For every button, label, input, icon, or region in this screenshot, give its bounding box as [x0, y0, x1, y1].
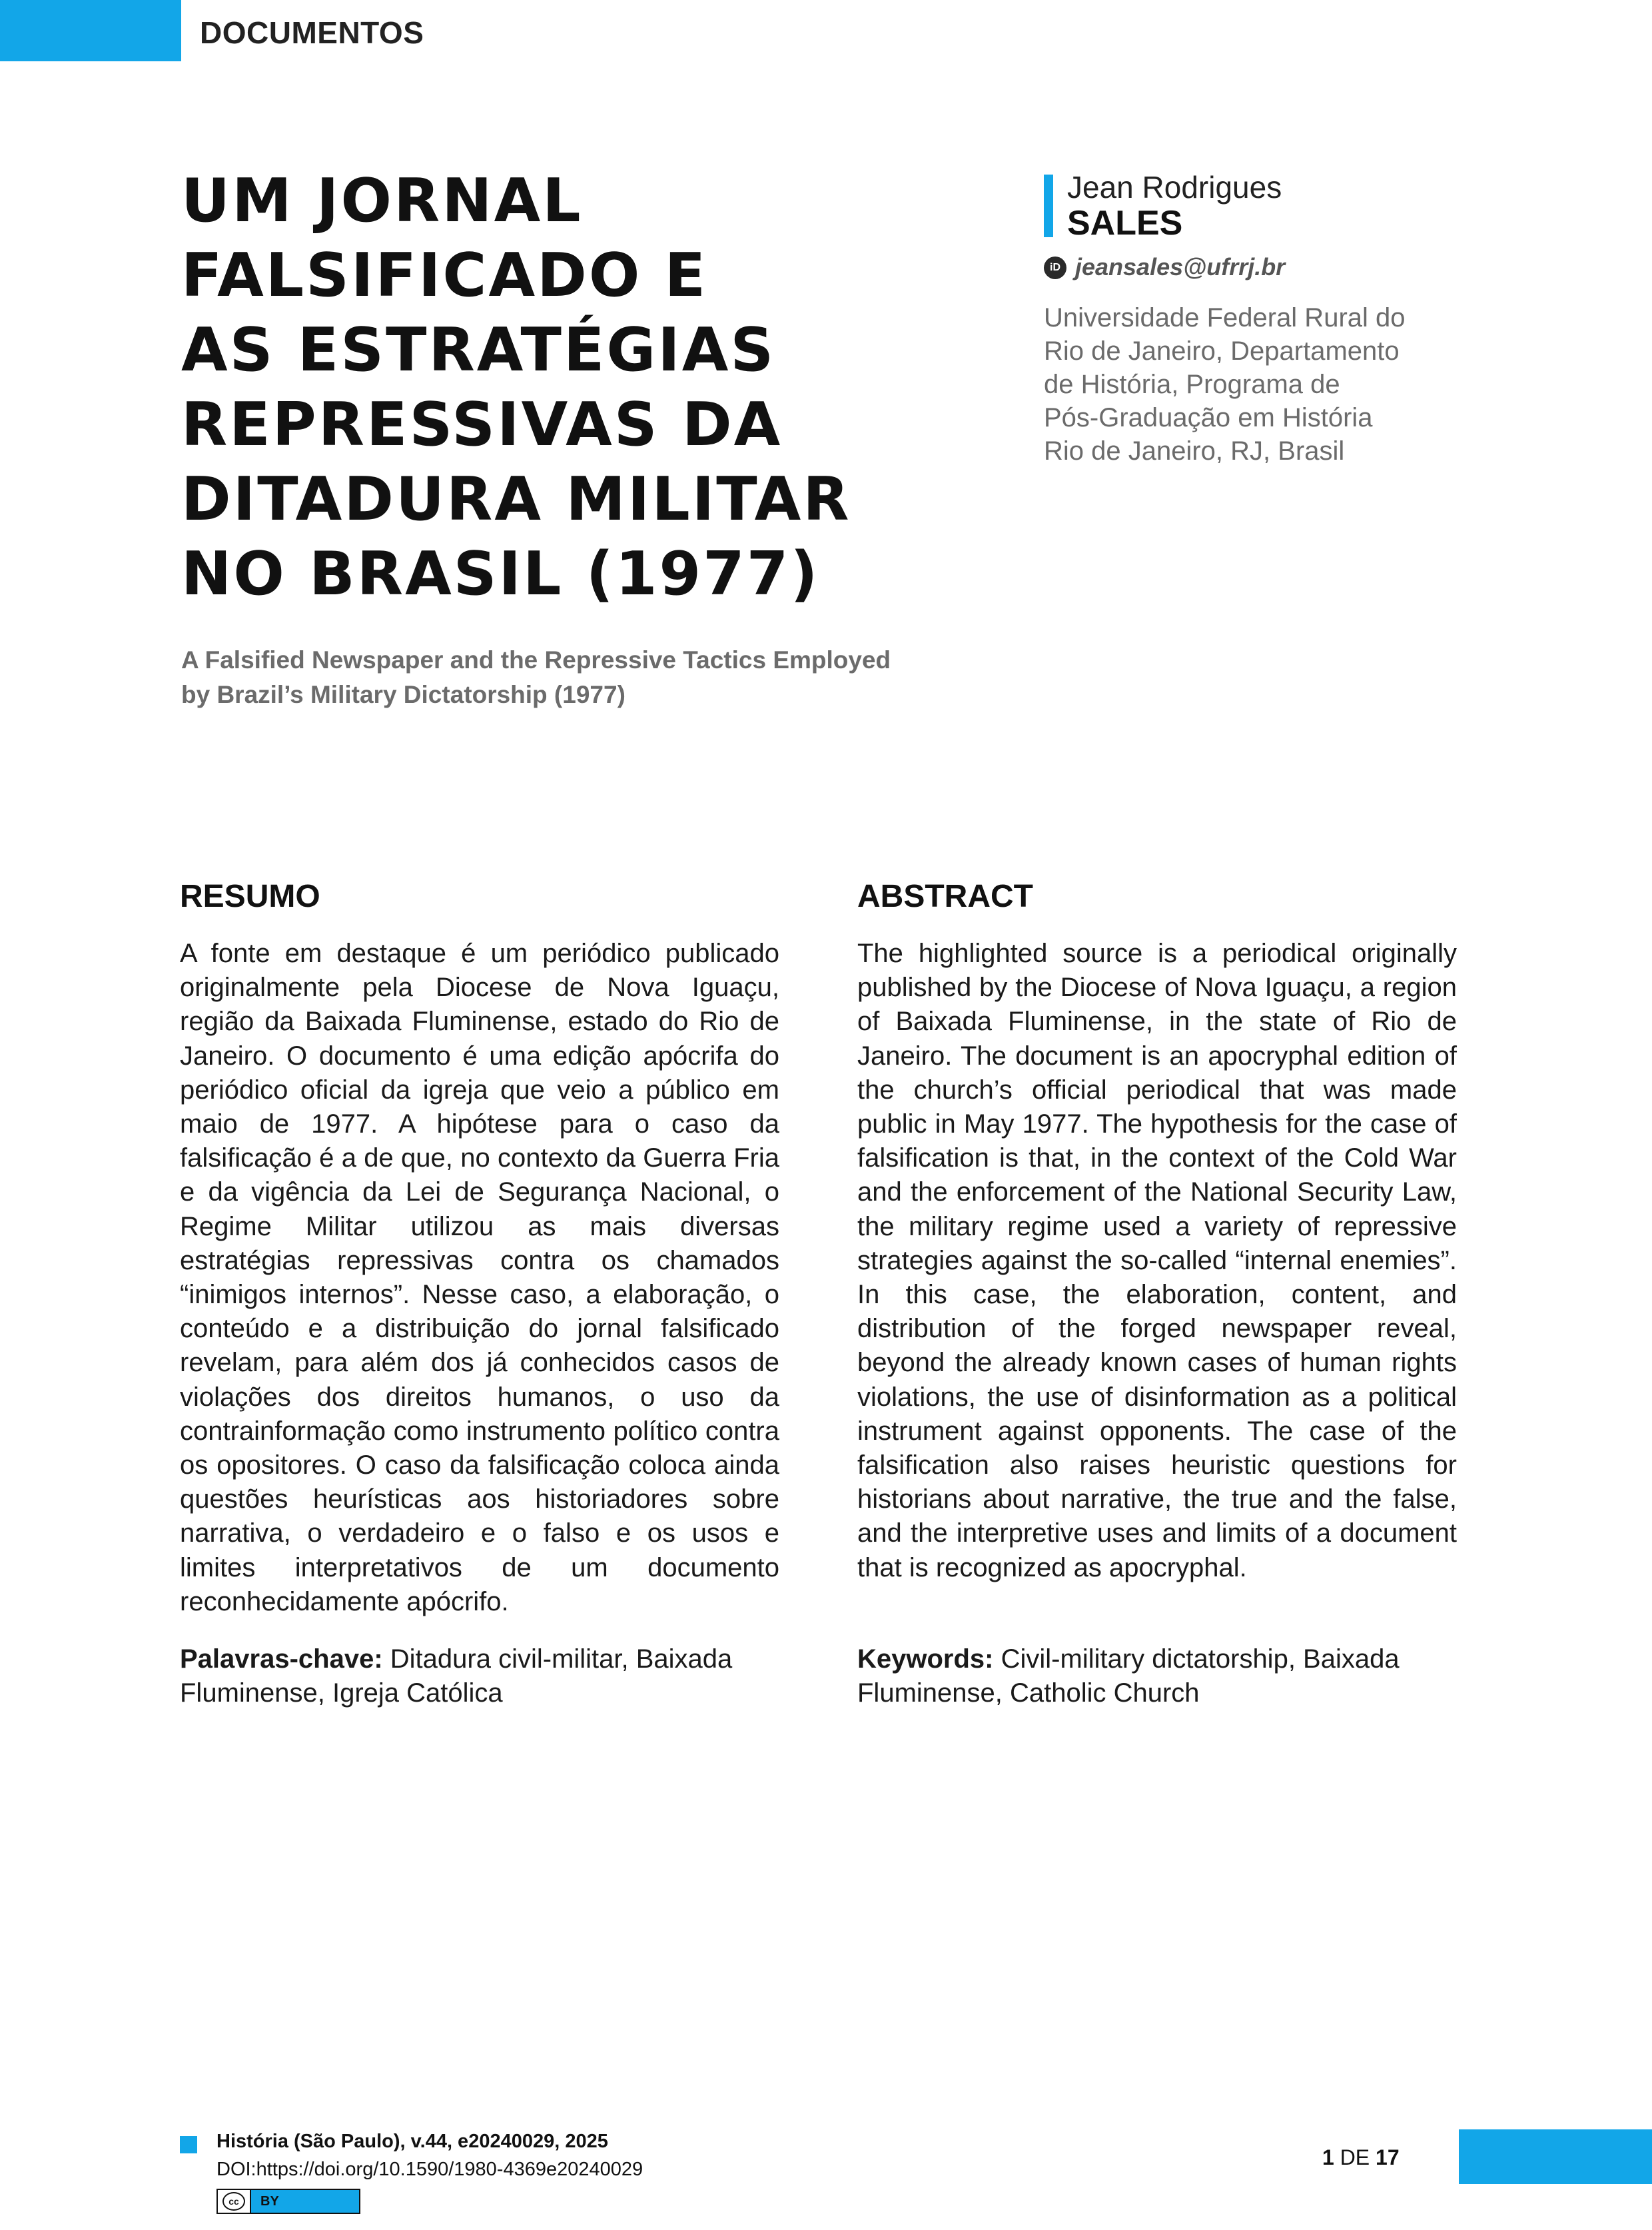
journal-citation: História (São Paulo), v.44, e20240029, 2025: [216, 2131, 608, 2152]
affiliation-line: Pós-Graduação em História: [1044, 403, 1373, 432]
keywords-label: Palavras-chave:: [180, 1644, 383, 1674]
header-accent-bar: [0, 0, 181, 61]
affiliation-line: Rio de Janeiro, RJ, Brasil: [1044, 436, 1345, 466]
title-line: DITADURA MILITAR: [181, 464, 851, 534]
article-title: [181, 164, 981, 612]
orcid-icon[interactable]: iD: [1044, 257, 1066, 279]
page-of: DE: [1340, 2145, 1370, 2169]
title-line: NO BRASIL (1977): [181, 539, 820, 609]
subtitle-line: by Brazil’s Military Dictatorship (1977): [181, 681, 625, 708]
title-line: FALSIFICADO E: [181, 241, 708, 310]
author-first-name: Jean Rodrigues: [1067, 170, 1282, 205]
keywords-label: Keywords:: [857, 1644, 994, 1674]
resumo-keywords: [180, 1642, 779, 1710]
article-subtitle: [181, 643, 981, 712]
title-line: AS ESTRATÉGIAS: [181, 315, 776, 385]
author-last-name: SALES: [1067, 204, 1183, 243]
author-accent-bar: [1044, 175, 1053, 237]
abstract-heading: ABSTRACT: [857, 879, 1033, 914]
doi-link[interactable]: DOI:https://doi.org/10.1590/1980-4369e20240029: [216, 2159, 643, 2180]
cc-icon: cc: [218, 2190, 250, 2213]
section-label: DOCUMENTOS: [200, 15, 424, 50]
resumo-heading: RESUMO: [180, 879, 320, 914]
title-line: UM JORNAL: [181, 166, 583, 236]
affiliation-line: Universidade Federal Rural do: [1044, 303, 1406, 332]
page-total: 17: [1376, 2145, 1400, 2169]
cc-by-license-badge[interactable]: [216, 2189, 360, 2214]
title-line: REPRESSIVAS DA: [181, 390, 783, 460]
subtitle-line: A Falsified Newspaper and the Repressive Tactics Employed: [181, 646, 891, 674]
author-email[interactable]: jeansales@ufrrj.br: [1075, 253, 1286, 280]
abstract-keywords: [857, 1642, 1457, 1710]
author-affiliation: [1044, 301, 1510, 468]
by-label: BY: [250, 2190, 359, 2213]
affiliation-line: Rio de Janeiro, Departamento: [1044, 336, 1400, 366]
keywords-text: Civil-military dictatorship, Baixada Fluminense, Catholic Church: [857, 1644, 1400, 1708]
footer-accent-bar: [1459, 2129, 1652, 2184]
page-current: 1: [1322, 2145, 1334, 2169]
resumo-body: A fonte em destaque é um periódico publicado originalmente pela Diocese de Nova Iguaçu, região da Baixada Fluminense, estado do Rio de Janeiro. O documento é uma edição apócrifa do periódico oficial da igreja que veio a público em maio de 1977. A hipótese para o caso da falsificação é a de que, no contexto da Guerra Fria e da vigência da Lei de Segurança Nacional, o Regime Militar utilizou as mais diversas estratégias repressivas contra os chamados “inimigos internos”. Nesse caso, a elaboração, o conteúdo e a distribuição do jornal falsificado revelam, para além dos já conhecidos casos de violações dos direitos humanos, o uso da contrainformação como instrumento político contra os opositores. O caso da falsificação coloca ainda questões heurísticas aos historiadores sobre narrativa, o verdadeiro e o falso e os usos e limites interpretativos de um documento reconhecidamente apócrifo.: [180, 939, 779, 1616]
keywords-text: Ditadura civil-militar, Baixada Fluminense, Igreja Católica: [180, 1644, 733, 1708]
affiliation-line: de História, Programa de: [1044, 370, 1340, 399]
footer-accent-square: [180, 2136, 197, 2153]
abstract-body: The highlighted source is a periodical originally published by the Diocese of Nova Iguaçu, a region of Baixada Fluminense, in the state of Rio de Janeiro. The document is an apocryphal edition of the church’s official periodical that was made public in May 1977. The hypothesis for the case of falsification is that, in the context of the Cold War and the enforcement of the National Security Law, the military regime used a variety of repressive strategies against the so-called “internal enemies”. In this case, the elaboration, content, and distribution of the forged newspaper reveal, beyond the already known cases of human rights violations, the use of disinformation as a political instrument against opponents. The case of the falsification also raises heuristic questions for historians about narrative, the true and the false, and the interpretive uses and limits of a document that is recognized as apocryphal.: [857, 939, 1457, 1582]
page-indicator: [1322, 2145, 1400, 2170]
